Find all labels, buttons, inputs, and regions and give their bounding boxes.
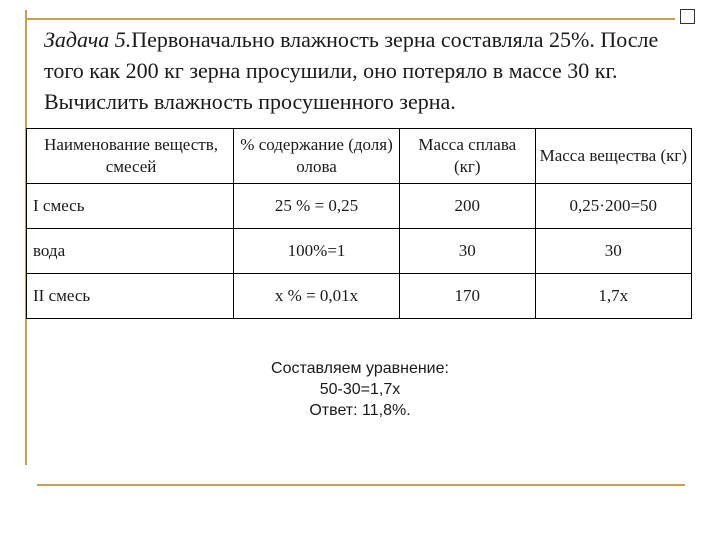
task-label: Задача 5.: [44, 27, 132, 52]
solution-line: Составляем уравнение:: [271, 360, 449, 377]
answer-line: Ответ: 11,8%.: [309, 402, 411, 419]
header-cell: Масса вещества (кг): [535, 129, 691, 184]
frame-bottom-line: [37, 484, 685, 486]
header-cell: Наименование веществ, смесей: [27, 129, 234, 184]
corner-checkbox[interactable]: [680, 9, 695, 24]
table-cell: 200: [399, 184, 535, 229]
table-row: [27, 274, 692, 319]
table-cell: I смесь: [27, 184, 234, 229]
header-cell: Масса сплава (кг): [399, 129, 535, 184]
table-header-row: [27, 129, 692, 184]
task-statement: [44, 24, 684, 117]
table-cell: х % = 0,01х: [234, 274, 400, 319]
table-row: [27, 229, 692, 274]
table-cell: 100%=1: [234, 229, 400, 274]
table-cell: 1,7х: [598, 286, 629, 305]
solution-block: [240, 358, 480, 421]
table-cell: 25 % = 0,25: [234, 184, 400, 229]
table-cell: 30: [399, 229, 535, 274]
frame-top-line: [25, 18, 675, 20]
data-table: [26, 128, 692, 319]
task-text: Первоначально влажность зерна составляла 25%. После того как 200 кг зерна просушили, оно потеряло в массе 30 кг. Вычислить влажность просушенного зерна.: [44, 27, 659, 114]
table-cell: II смесь: [27, 274, 234, 319]
table-cell: 0,25·200=50: [535, 184, 691, 229]
table-cell: вода: [27, 229, 234, 274]
table-cell: 30: [535, 229, 691, 274]
equation-line: 50-30=1,7х: [319, 381, 401, 398]
table-cell: 170: [399, 274, 535, 319]
table-row: [27, 184, 692, 229]
header-cell: % содержание (доля) олова: [234, 129, 400, 184]
